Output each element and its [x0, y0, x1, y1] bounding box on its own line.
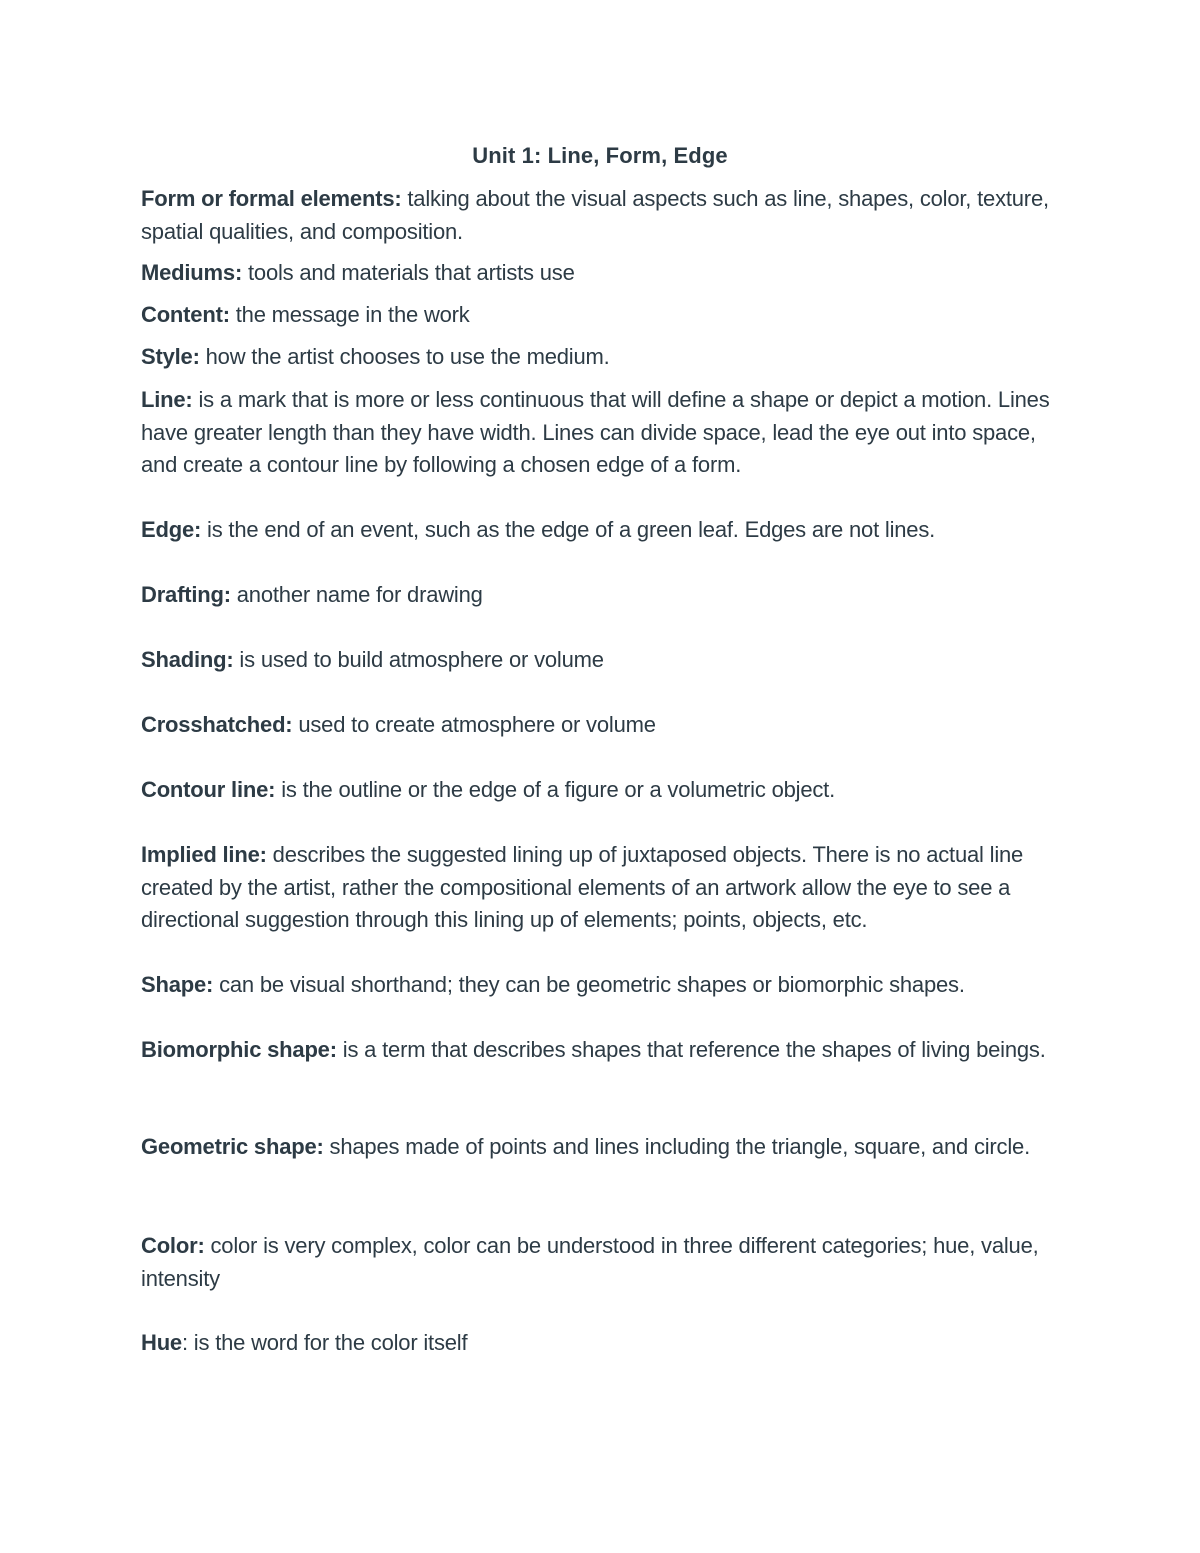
entry-definition: is the outline or the edge of a figure or a volumetric object. [275, 777, 836, 802]
entry-definition: can be visual shorthand; they can be geometric shapes or biomorphic shapes. [213, 972, 965, 997]
entry-term: Biomorphic shape: [141, 1037, 337, 1062]
entry-term: Form or formal elements: [141, 186, 402, 211]
entry-definition: another name for drawing [230, 582, 483, 607]
entry-term: Content: [141, 302, 230, 327]
entry-term: Crosshatched: [141, 712, 293, 737]
entry-definition: shapes made of points and lines including the triangle, square, and circle. [323, 1134, 1030, 1159]
entry-definition: tools and materials that artists use [242, 260, 575, 285]
entry-definition: : is the word for the color itself [181, 1330, 468, 1355]
entry-shape [141, 969, 1051, 1002]
entry-term: Geometric shape: [141, 1134, 324, 1159]
entry-drafting [141, 579, 1051, 612]
entry-term: Drafting: [141, 582, 231, 607]
entry-definition: how the artist chooses to use the medium. [199, 344, 610, 369]
entry-hue [141, 1327, 1051, 1360]
entry-term: Hue [141, 1330, 182, 1355]
entry-term: Mediums: [141, 260, 243, 285]
entry-term: Style: [141, 344, 200, 369]
entry-style [141, 341, 1051, 374]
entry-definition: is the end of an event, such as the edge of a green leaf. Edges are not lines. [201, 517, 936, 542]
entry-edge [141, 514, 1051, 547]
entry-crosshatched [141, 709, 1051, 742]
entry-geometric-shape [141, 1131, 1051, 1164]
document-title: Unit 1: Line, Form, Edge [472, 143, 728, 168]
entry-term: Color: [141, 1233, 205, 1258]
entry-term: Edge: [141, 517, 202, 542]
entry-definition: is a term that describes shapes that reference the shapes of living beings. [336, 1037, 1046, 1062]
entry-shading [141, 644, 1051, 677]
entry-term: Implied line: [141, 842, 267, 867]
entry-term: Line: [141, 387, 193, 412]
entry-definition: describes the suggested lining up of juxtaposed objects. There is no actual line created by the artist, rather the compositional elements of an artwork allow the eye to see a directional suggestion through this lining up of elements; points, objects, etc. [141, 842, 1024, 932]
entry-implied-line [141, 839, 1051, 937]
entry-contour-line [141, 774, 1051, 807]
entry-term: Shading: [141, 647, 234, 672]
entry-color [141, 1230, 1051, 1295]
entry-definition: talking about the visual aspects such as line, shapes, color, texture, spatial qualities, and composition. [141, 186, 1049, 244]
entry-definition: used to create atmosphere or volume [292, 712, 656, 737]
entry-term: Contour line: [141, 777, 276, 802]
entry-definition: is a mark that is more or less continuous that will define a shape or depict a motion. Lines have greater length than they have width. Lines can divide space, lead the eye out into space, and create a contour line by following a chosen edge of a form. [141, 387, 1050, 477]
entry-definition: the message in the work [229, 302, 470, 327]
entry-mediums [141, 257, 1051, 290]
entry-form [141, 183, 1051, 248]
entry-term: Shape: [141, 972, 214, 997]
entry-line [141, 384, 1051, 482]
entry-biomorphic-shape [141, 1034, 1051, 1067]
entry-definition: color is very complex, color can be understood in three different categories; hue, value, intensity [141, 1233, 1039, 1291]
entry-definition: is used to build atmosphere or volume [233, 647, 604, 672]
entry-content [141, 299, 1051, 332]
